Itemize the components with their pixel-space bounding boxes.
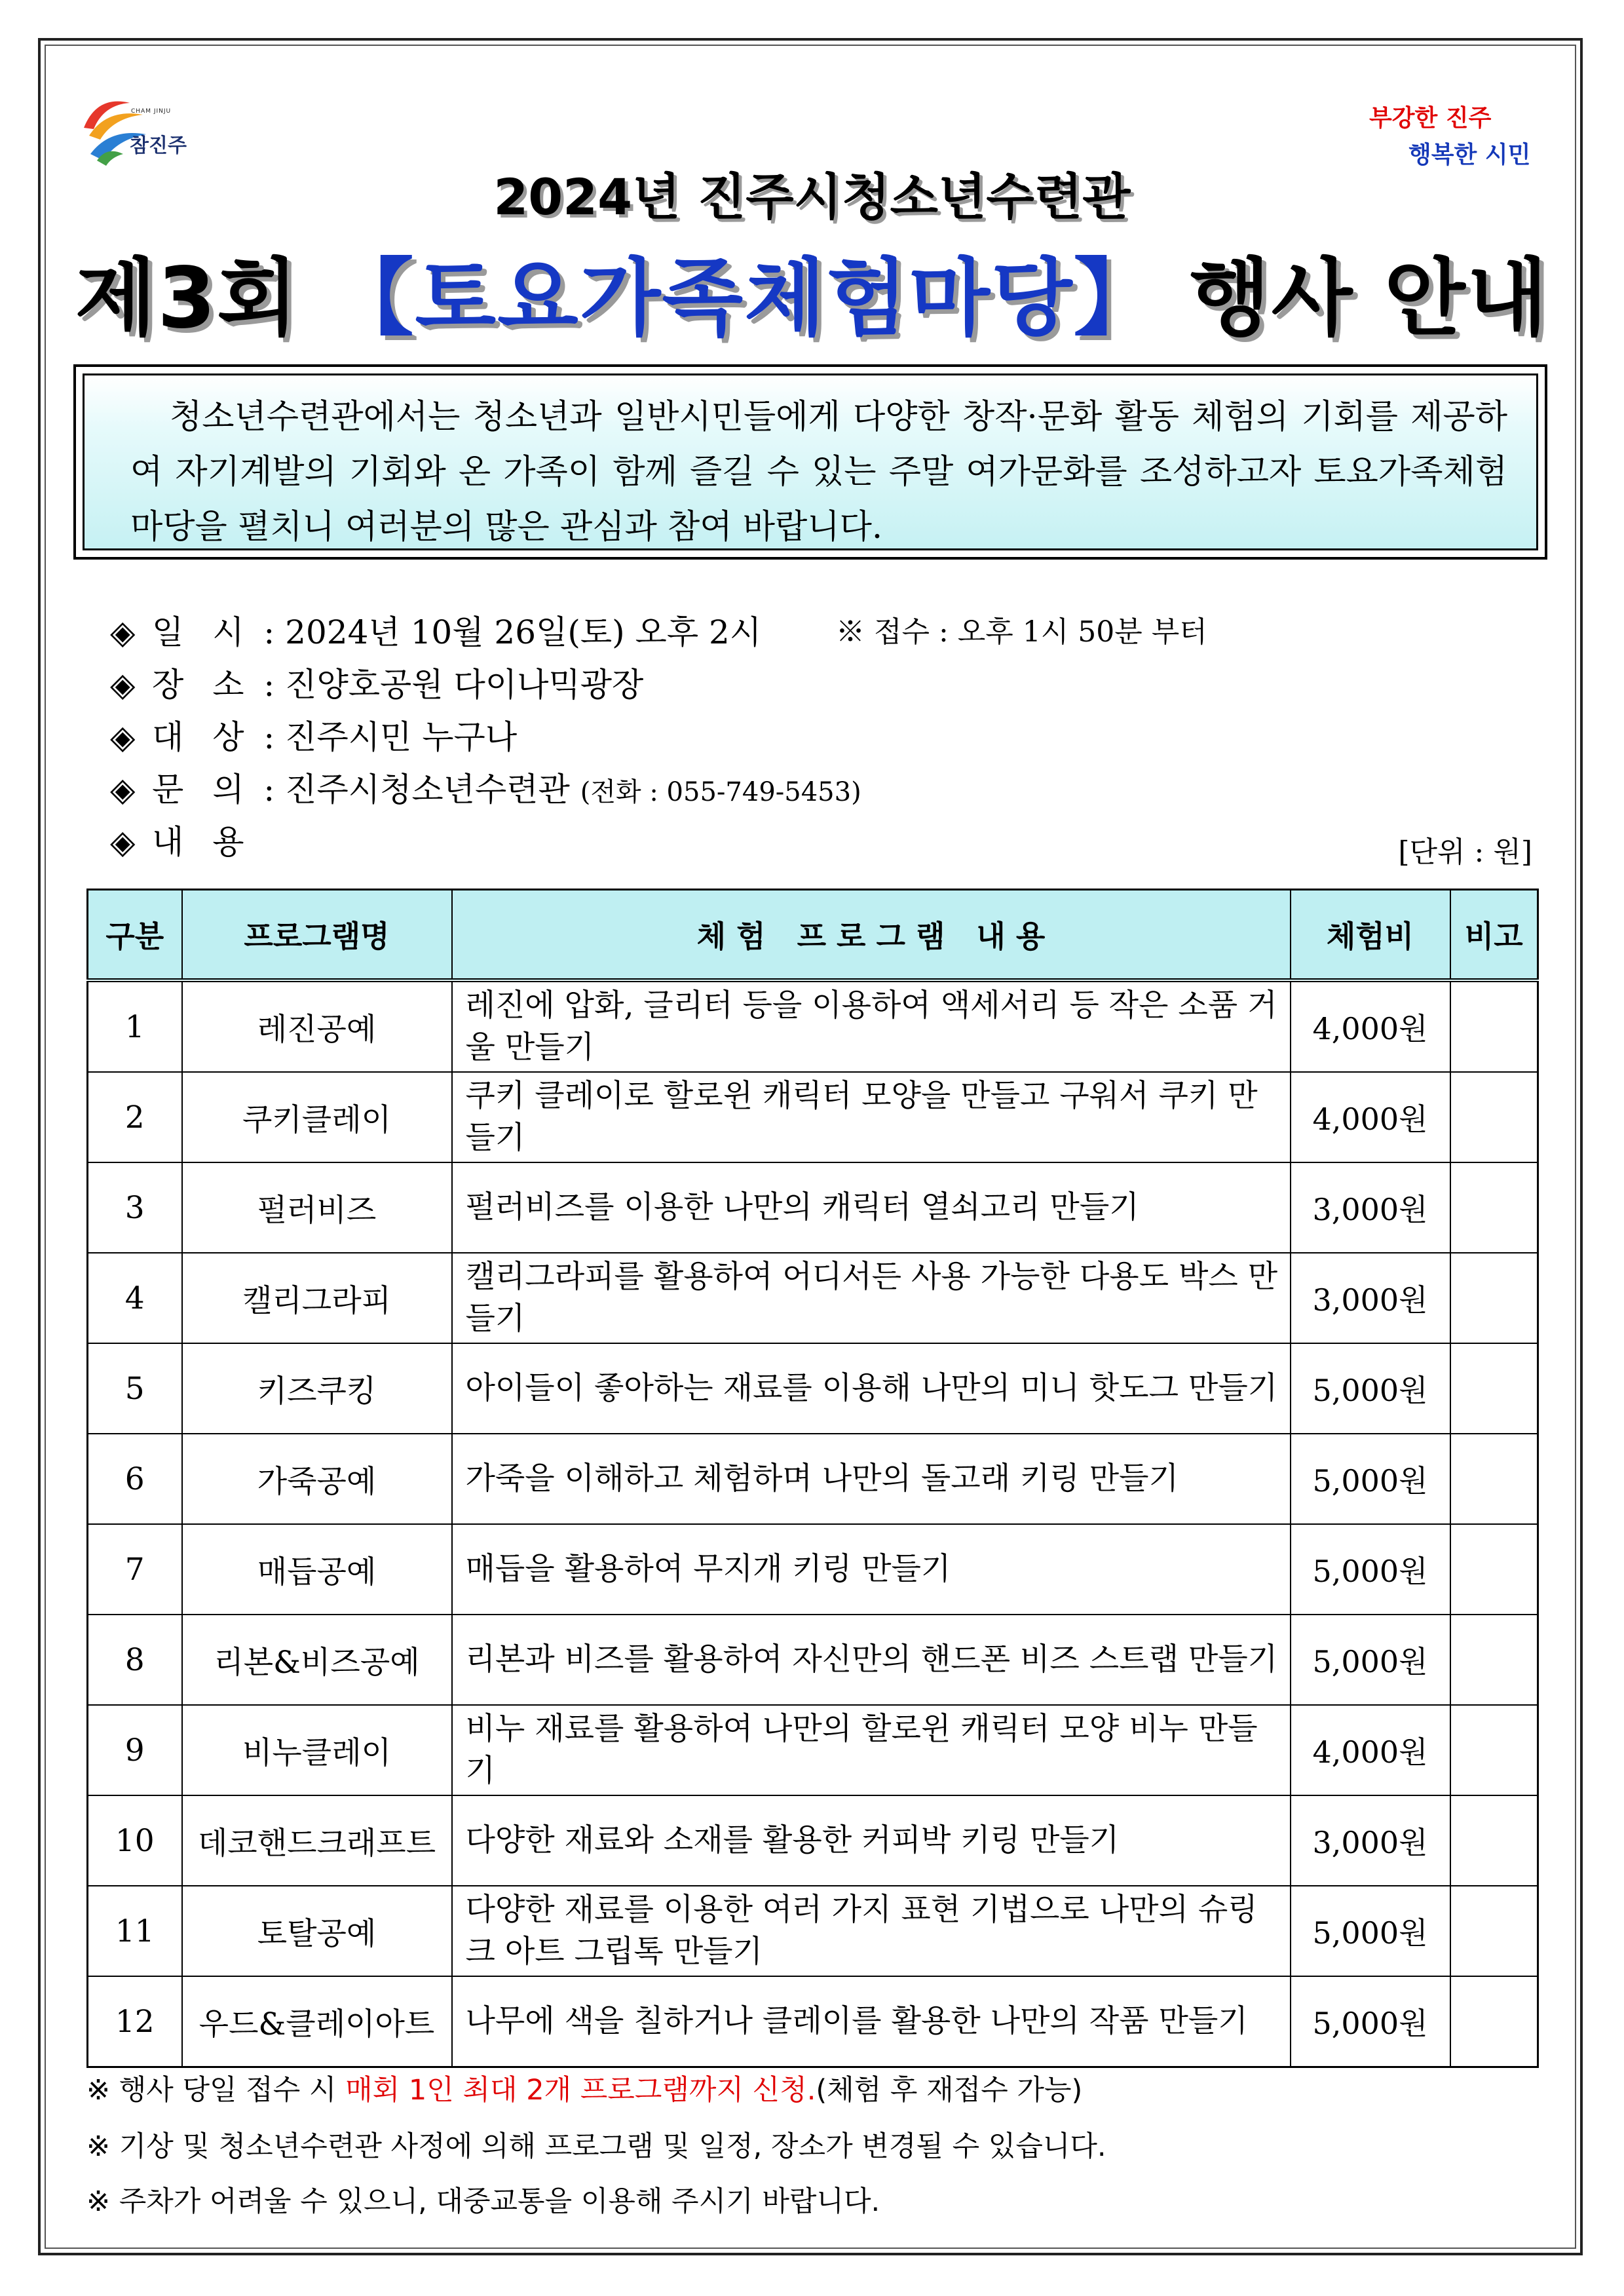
row-note: [1450, 1434, 1538, 1524]
contact-phone: (전화 : 055-749-5453): [580, 777, 861, 807]
row-no: 11: [88, 1886, 182, 1976]
row-fee: 4,000원: [1291, 980, 1450, 1072]
row-no: 1: [88, 980, 182, 1072]
row-no: 12: [88, 1976, 182, 2067]
row-desc: 레진에 압화, 글리터 등을 이용하여 액세서리 등 작은 소품 거울 만들기: [452, 980, 1291, 1072]
row-no: 6: [88, 1434, 182, 1524]
reception-time: ※ 접수 : 오후 1시 50분 부터: [836, 615, 1207, 649]
row-program: 매듭공예: [182, 1524, 452, 1615]
date-value: : 2024년 10월 26일(토) 오후 2시: [263, 613, 762, 651]
page-title: [0, 231, 1624, 351]
title-prefix: 제3회: [75, 250, 299, 347]
row-no: 9: [88, 1705, 182, 1795]
header-no: 구분: [88, 890, 182, 981]
info-target: [110, 711, 517, 758]
row-note: [1450, 1162, 1538, 1253]
table-row: [88, 1434, 1538, 1524]
row-desc: 매듭을 활용하여 무지개 키링 만들기: [452, 1524, 1291, 1615]
row-program: 데코핸드크래프트: [182, 1795, 452, 1886]
slogan-line1: 부강한 진주: [1369, 105, 1492, 132]
note-1-a: ※ 행사 당일 접수 시: [86, 2074, 346, 2107]
row-fee: 5,000원: [1291, 1524, 1450, 1615]
intro-inner: [83, 373, 1538, 550]
note-1-b: (체험 후 재접수 가능): [816, 2074, 1083, 2107]
row-note: [1450, 1976, 1538, 2067]
program-table: [86, 889, 1539, 2068]
intro-box: [73, 364, 1547, 560]
row-program: 키즈쿠킹: [182, 1343, 452, 1434]
table-row: [88, 1615, 1538, 1705]
info-date: [110, 606, 761, 653]
row-fee: 3,000원: [1291, 1795, 1450, 1886]
diamond-bullet-icon: ◈: [110, 771, 136, 809]
row-program: 펄러비즈: [182, 1162, 452, 1253]
row-note: [1450, 1343, 1538, 1434]
target-label: 대 상: [152, 718, 254, 756]
row-program: 토탈공예: [182, 1886, 452, 1976]
table-header-row: [88, 890, 1538, 981]
row-note: [1450, 1253, 1538, 1343]
row-program: 리본&비즈공예: [182, 1615, 452, 1705]
content-label: 내 용: [152, 823, 254, 861]
info-contact: [110, 763, 861, 811]
place-label: 장 소: [152, 666, 254, 704]
info-place: [110, 659, 643, 706]
diamond-bullet-icon: ◈: [110, 666, 136, 704]
row-note: [1450, 1615, 1538, 1705]
row-fee: 4,000원: [1291, 1705, 1450, 1795]
row-fee: 4,000원: [1291, 1072, 1450, 1162]
note-2: ※ 기상 및 청소년수련관 사정에 의해 프로그램 및 일정, 장소가 변경될 수 있습니다.: [86, 2130, 1106, 2163]
slogan-line2: 행복한 시민: [1408, 142, 1531, 168]
note-1: [86, 2068, 1082, 2108]
row-note: [1450, 1886, 1538, 1976]
table-row: [88, 1072, 1538, 1162]
table-row: [88, 1253, 1538, 1343]
diamond-bullet-icon: ◈: [110, 613, 136, 651]
row-desc: 나무에 색을 칠하거나 클레이를 활용한 나만의 작품 만들기: [452, 1976, 1291, 2067]
page-subtitle: 2024년 진주시청소년수련관: [493, 168, 1131, 226]
row-fee: 3,000원: [1291, 1162, 1450, 1253]
row-fee: 5,000원: [1291, 1886, 1450, 1976]
row-program: 쿠키클레이: [182, 1072, 452, 1162]
row-note: [1450, 1072, 1538, 1162]
row-note: [1450, 1524, 1538, 1615]
table-row: [88, 1343, 1538, 1434]
table-row: [88, 1976, 1538, 2067]
row-desc: 다양한 재료와 소재를 활용한 커피박 키링 만들기: [452, 1795, 1291, 1886]
header-content: 체 험 프 로 그 램 내 용: [452, 890, 1291, 981]
row-no: 3: [88, 1162, 182, 1253]
title-highlight: 【토요가족체험마당】: [330, 250, 1159, 347]
row-note: [1450, 980, 1538, 1072]
row-no: 8: [88, 1615, 182, 1705]
intro-text: 청소년수련관에서는 청소년과 일반시민들에게 다양한 창작·문화 활동 체험의 기회를 제공하여 자기계발의 기회와 온 가족이 함께 즐길 수 있는 주말 여가문화를 조성하고자 토요가족체험 마당을 펼치니 여러분의 많은 관심과 참여 바랍니다.: [130, 398, 1507, 546]
row-program: 캘리그라피: [182, 1253, 452, 1343]
row-fee: 3,000원: [1291, 1253, 1450, 1343]
row-program: 우드&클레이아트: [182, 1976, 452, 2067]
unit-label: [단위 : 원]: [1398, 835, 1532, 869]
row-desc: 리본과 비즈를 활용하여 자신만의 핸드폰 비즈 스트랩 만들기: [452, 1615, 1291, 1705]
diamond-bullet-icon: ◈: [110, 823, 136, 861]
table-row: [88, 1705, 1538, 1795]
title-suffix: 행사 안내: [1189, 250, 1549, 347]
table-row: [88, 1162, 1538, 1253]
logo-text: 참진주: [130, 134, 187, 157]
row-program: 가죽공예: [182, 1434, 452, 1524]
contact-label: 문 의: [152, 771, 254, 809]
row-fee: 5,000원: [1291, 1434, 1450, 1524]
row-note: [1450, 1705, 1538, 1795]
header-fee: 체험비: [1291, 890, 1450, 981]
row-note: [1450, 1795, 1538, 1886]
table-row: [88, 1795, 1538, 1886]
row-desc: 아이들이 좋아하는 재료를 이용해 나만의 미니 핫도그 만들기: [452, 1343, 1291, 1434]
note-1-highlight: 매회 1인 최대 2개 프로그램까지 신청.: [345, 2074, 816, 2107]
row-desc: 펄러비즈를 이용한 나만의 캐릭터 열쇠고리 만들기: [452, 1162, 1291, 1253]
row-no: 2: [88, 1072, 182, 1162]
row-program: 비누클레이: [182, 1705, 452, 1795]
logo-caption: CHAM JINJU: [131, 108, 172, 115]
row-program: 레진공예: [182, 980, 452, 1072]
row-fee: 5,000원: [1291, 1976, 1450, 2067]
header-note: 비고: [1450, 890, 1538, 981]
target-value: : 진주시민 누구나: [263, 718, 518, 756]
row-fee: 5,000원: [1291, 1615, 1450, 1705]
note-3: ※ 주차가 어려울 수 있으니, 대중교통을 이용해 주시기 바랍니다.: [86, 2185, 880, 2218]
table-row: [88, 1524, 1538, 1615]
row-no: 7: [88, 1524, 182, 1615]
row-no: 5: [88, 1343, 182, 1434]
row-no: 10: [88, 1795, 182, 1886]
diamond-bullet-icon: ◈: [110, 718, 136, 756]
date-label: 일 시: [152, 613, 254, 651]
header-program: 프로그램명: [182, 890, 452, 981]
table-row: [88, 1886, 1538, 1976]
info-content: [110, 816, 254, 863]
row-desc: 가죽을 이해하고 체험하며 나만의 돌고래 키링 만들기: [452, 1434, 1291, 1524]
table-row: [88, 980, 1538, 1072]
contact-value: : 진주시청소년수련관: [263, 771, 570, 809]
place-value: : 진양호공원 다이나믹광장: [263, 666, 644, 704]
row-no: 4: [88, 1253, 182, 1343]
row-desc: 쿠키 클레이로 할로윈 캐릭터 모양을 만들고 구워서 쿠키 만들기: [452, 1072, 1291, 1162]
row-desc: 다양한 재료를 이용한 여러 가지 표현 기법으로 나만의 슈링크 아트 그립톡 만들기: [452, 1886, 1291, 1976]
row-fee: 5,000원: [1291, 1343, 1450, 1434]
row-desc: 비누 재료를 활용하여 나만의 할로윈 캐릭터 모양 비누 만들기: [452, 1705, 1291, 1795]
row-desc: 캘리그라피를 활용하여 어디서든 사용 가능한 다용도 박스 만들기: [452, 1253, 1291, 1343]
